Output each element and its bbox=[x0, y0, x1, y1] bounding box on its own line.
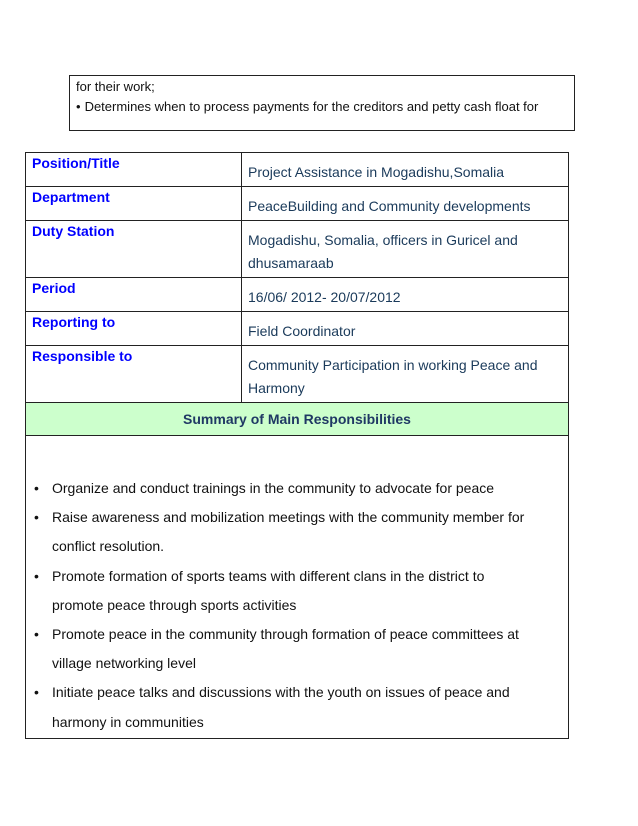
continued-bullet-item bbox=[76, 97, 568, 117]
table-row bbox=[26, 278, 569, 312]
table-row bbox=[26, 153, 569, 187]
responsibilities-list bbox=[32, 474, 558, 737]
list-item bbox=[32, 620, 558, 678]
responsible-line1: Community Participation in working Peace and bbox=[248, 357, 538, 373]
period-label: Period bbox=[26, 278, 242, 312]
bullet-icon: • bbox=[76, 99, 81, 114]
duty-station-line2: dhusamaraab bbox=[248, 255, 334, 271]
responsible-value bbox=[242, 346, 569, 403]
department-label: Department bbox=[26, 187, 242, 221]
position-label: Position/Title bbox=[26, 153, 242, 187]
department-value: PeaceBuilding and Community developments bbox=[242, 187, 569, 221]
list-item-line1: Raise awareness and mobilization meetings with the community member for bbox=[52, 509, 525, 526]
reporting-label: Reporting to bbox=[26, 312, 242, 346]
list-item bbox=[32, 678, 558, 736]
position-value: Project Assistance in Mogadishu,Somalia bbox=[242, 153, 569, 187]
position-details-table bbox=[25, 152, 569, 739]
bullet-icon: • bbox=[34, 626, 39, 643]
duty-station-label: Duty Station bbox=[26, 221, 242, 278]
table-row bbox=[26, 221, 569, 278]
list-item-line2: village networking level bbox=[52, 655, 196, 672]
responsible-line2: Harmony bbox=[248, 380, 305, 396]
responsibilities-cell bbox=[26, 436, 569, 739]
list-item-line1: Promote peace in the community through formation of peace committees at bbox=[52, 626, 519, 643]
bullet-icon: • bbox=[34, 684, 39, 701]
bullet-icon: • bbox=[34, 509, 39, 526]
reporting-value: Field Coordinator bbox=[242, 312, 569, 346]
responsible-label: Responsible to bbox=[26, 346, 242, 403]
bullet-icon: • bbox=[34, 480, 39, 496]
continued-text-box bbox=[69, 75, 575, 131]
summary-heading: Summary of Main Responsibilities bbox=[26, 403, 569, 436]
list-item bbox=[32, 562, 558, 620]
table-row bbox=[26, 346, 569, 403]
table-row bbox=[26, 187, 569, 221]
continued-bullet-text: Determines when to process payments for the creditors and petty cash float for bbox=[84, 99, 539, 114]
list-item-line1: Organize and conduct trainings in the community to advocate for peace bbox=[52, 480, 495, 496]
bullet-icon: • bbox=[34, 567, 39, 584]
list-item-line1: Promote formation of sports teams with different clans in the district to bbox=[52, 567, 485, 584]
list-item-line1: Initiate peace talks and discussions with the youth on issues of peace and bbox=[52, 684, 510, 701]
responsibilities-row bbox=[26, 436, 569, 739]
list-item-line2: promote peace through sports activities bbox=[52, 596, 297, 613]
list-item bbox=[32, 503, 558, 561]
continued-line: for their work; bbox=[76, 79, 155, 94]
period-value: 16/06/ 2012- 20/07/2012 bbox=[242, 278, 569, 312]
summary-row bbox=[26, 403, 569, 436]
list-item-line2: conflict resolution. bbox=[52, 538, 165, 555]
duty-station-line1: Mogadishu, Somalia, officers in Guricel and bbox=[248, 232, 518, 248]
table-row bbox=[26, 312, 569, 346]
list-item bbox=[32, 474, 558, 503]
list-item-line2: harmony in communities bbox=[52, 713, 204, 730]
duty-station-value bbox=[242, 221, 569, 278]
